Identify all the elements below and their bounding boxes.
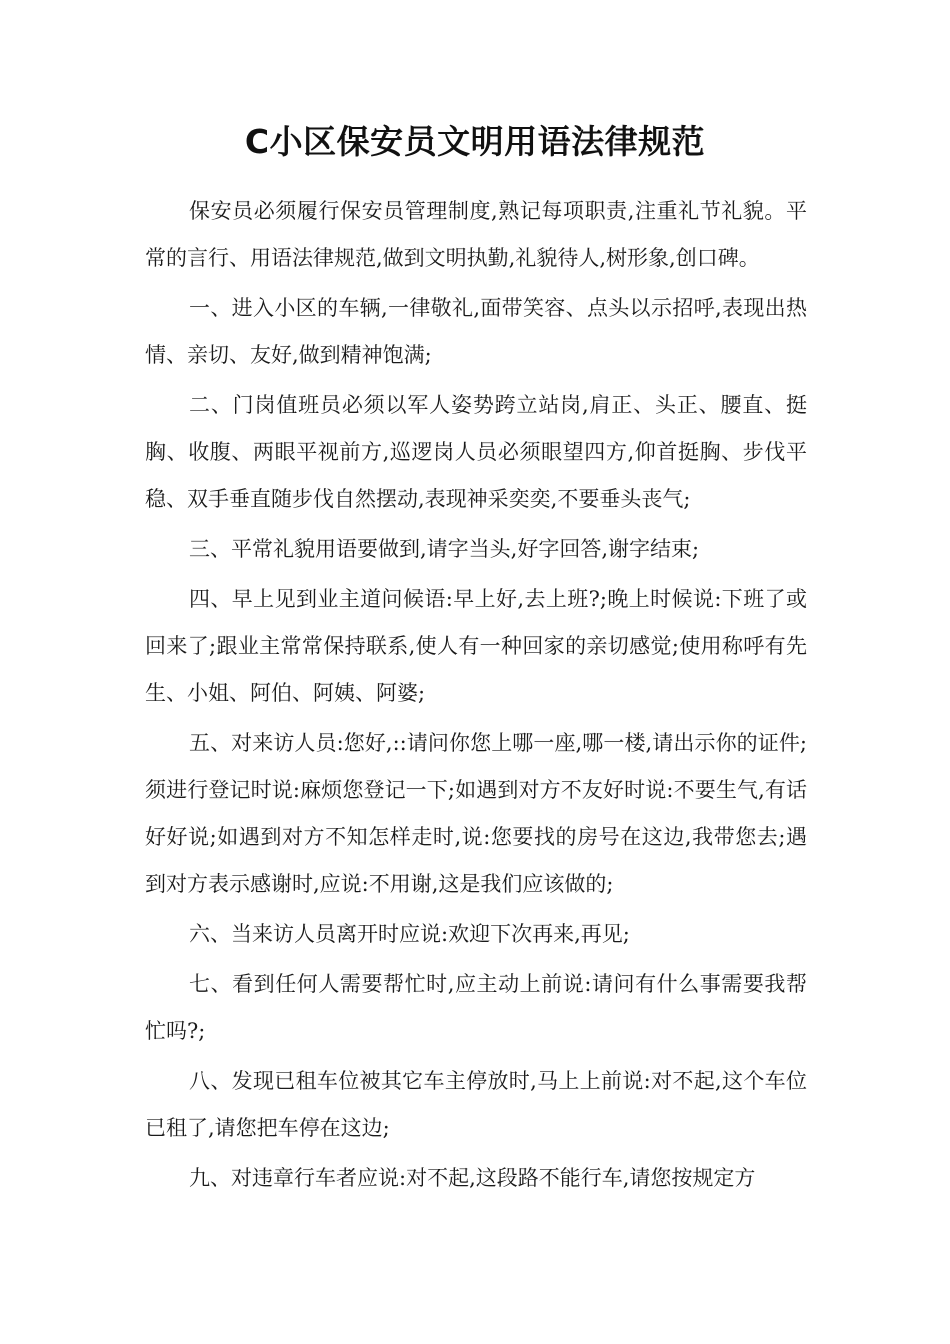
paragraph-item-3: 三、平常礼貌用语要做到,请字当头,好字回答,谢字结束; bbox=[189, 537, 700, 561]
paragraph-item-8: 八、发现已租车位被其它车主停放时,马上上前说:对不起,这个车位已租了,请您把车停在这边; bbox=[145, 1069, 807, 1140]
paragraph-item-6: 六、当来访人员离开时应说:欢迎下次再来,再见; bbox=[189, 922, 630, 946]
paragraph-item-1: 一、进入小区的车辆,一律敬礼,面带笑容、点头以示招呼,表现出热情、亲切、友好,做到精神饱满; bbox=[145, 296, 807, 367]
paragraph-item-7: 七、看到任何人需要帮忙时,应主动上前说:请问有什么事需要我帮忙吗?; bbox=[145, 972, 807, 1043]
paragraph-item-9: 九、对违章行车者应说:对不起,这段路不能行车,请您按规定方 bbox=[189, 1166, 756, 1190]
paragraph-intro: 保安员必须履行保安员管理制度,熟记每项职责,注重礼节礼貌。平常的言行、用语法律规范,做到文明执勤,礼貌待人,树形象,创口碑。 bbox=[145, 199, 807, 270]
paragraph-item-5: 五、对来访人员:您好,::请问你您上哪一座,哪一楼,请出示你的证件;须进行登记时说:麻烦您登记一下;如遇到对方不友好时说:不要生气,有话好好说;如遇到对方不知怎样走时,说:您要找的房号在这边,我带您去;遇到对方表示感谢时,应说:不用谢,这是我们应该做的; bbox=[145, 731, 807, 896]
document-title: C小区保安员文明用语法律规范 bbox=[244, 122, 706, 161]
paragraph-item-2: 二、门岗值班员必须以军人姿势跨立站岗,肩正、头正、腰直、挺胸、收腹、两眼平视前方,巡逻岗人员必须眼望四方,仰首挺胸、步伐平稳、双手垂直随步伐自然摆动,表现神采奕奕,不要垂头丧气; bbox=[145, 393, 807, 511]
paragraph-item-4: 四、早上见到业主道问候语:早上好,去上班?;晚上时候说:下班了或回来了;跟业主常常保持联系,使人有一种回家的亲切感觉;使用称呼有先生、小姐、阿伯、阿姨、阿婆; bbox=[145, 587, 807, 705]
document-body bbox=[145, 188, 807, 1205]
